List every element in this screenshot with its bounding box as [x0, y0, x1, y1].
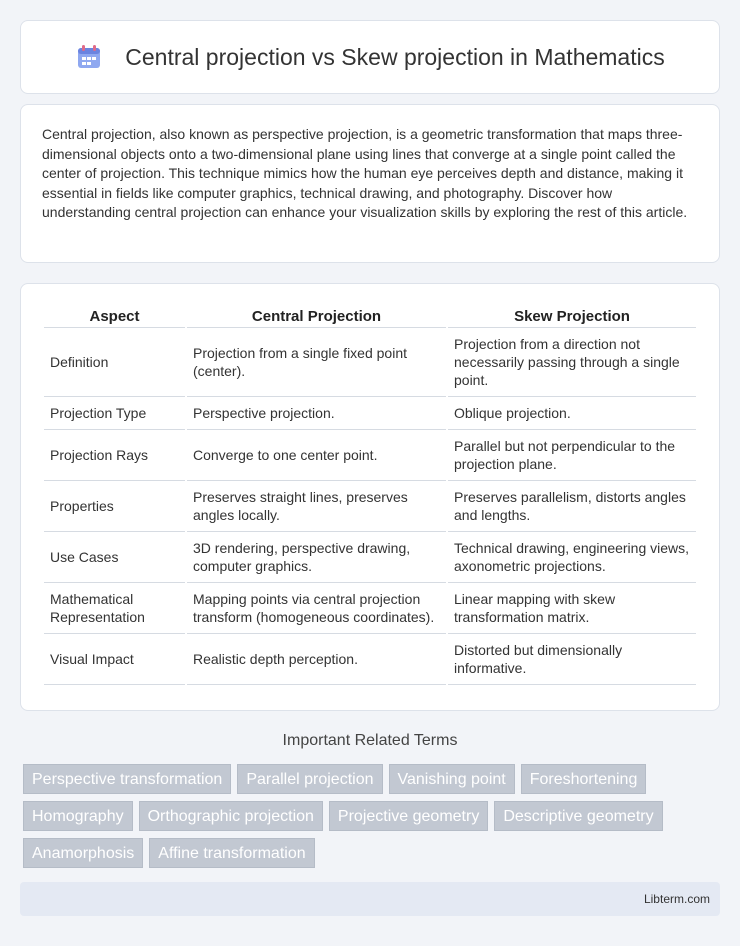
comparison-card: [20, 283, 720, 711]
related-term-tag[interactable]: Foreshortening: [521, 764, 647, 794]
related-terms-list: [23, 764, 723, 868]
table-row: [44, 481, 696, 532]
table-cell: Perspective projection.: [187, 397, 446, 430]
table-cell: Projection from a single fixed point (center).: [187, 328, 446, 397]
related-term-tag[interactable]: Affine transformation: [149, 838, 314, 868]
table-row: [44, 532, 696, 583]
related-term-tag[interactable]: Projective geometry: [329, 801, 488, 831]
table-cell: Properties: [44, 481, 185, 532]
table-cell: Definition: [44, 328, 185, 397]
table-cell: Oblique projection.: [448, 397, 696, 430]
table-row: [44, 328, 696, 397]
intro-card: [20, 104, 720, 263]
table-row: [44, 397, 696, 430]
table-cell: Projection from a direction not necessarily passing through a single point.: [448, 328, 696, 397]
column-header: Aspect: [44, 304, 185, 328]
table-row: [44, 634, 696, 685]
table-cell: 3D rendering, perspective drawing, computer graphics.: [187, 532, 446, 583]
column-header: Central Projection: [187, 304, 446, 328]
table-row: [44, 583, 696, 634]
related-term-tag[interactable]: Perspective transformation: [23, 764, 231, 794]
table-cell: Preserves straight lines, preserves angles locally.: [187, 481, 446, 532]
calendar-icon: [75, 43, 103, 71]
related-term-tag[interactable]: Anamorphosis: [23, 838, 143, 868]
table-cell: Converge to one center point.: [187, 430, 446, 481]
header-card: [20, 20, 720, 94]
table-cell: Visual Impact: [44, 634, 185, 685]
table-cell: Realistic depth perception.: [187, 634, 446, 685]
table-cell: Distorted but dimensionally informative.: [448, 634, 696, 685]
table-cell: Mathematical Representation: [44, 583, 185, 634]
related-term-tag[interactable]: Vanishing point: [389, 764, 515, 794]
related-term-tag[interactable]: Orthographic projection: [139, 801, 323, 831]
column-header: Skew Projection: [448, 304, 696, 328]
table-cell: Projection Rays: [44, 430, 185, 481]
table-cell: Use Cases: [44, 532, 185, 583]
intro-text: Central projection, also known as perspective projection, is a geometric transformation that maps three-dimensional objects onto a two-dimensional plane using lines that converge at a single point called the center of projection. This technique mimics how the human eye perceives depth and distance, making it essential in fields like computer graphics, technical drawing, and photography. Discover how understanding central projection can enhance your visualization skills by exploring the rest of this article.: [42, 126, 688, 220]
table-row: [44, 430, 696, 481]
footer-site-link[interactable]: Libterm.com: [643, 892, 710, 906]
related-terms-title: Important Related Terms: [282, 732, 458, 749]
page-title: Central projection vs Skew projection in Mathematics: [125, 43, 665, 70]
related-term-tag[interactable]: Homography: [23, 801, 133, 831]
table-cell: Preserves parallelism, distorts angles and lengths.: [448, 481, 696, 532]
table-cell: Projection Type: [44, 397, 185, 430]
table-cell: Linear mapping with skew transformation matrix.: [448, 583, 696, 634]
table-cell: Parallel but not perpendicular to the projection plane.: [448, 430, 696, 481]
related-term-tag[interactable]: Parallel projection: [237, 764, 382, 794]
comparison-table: [42, 304, 698, 685]
related-term-tag[interactable]: Descriptive geometry: [494, 801, 662, 831]
table-cell: Technical drawing, engineering views, axonometric projections.: [448, 532, 696, 583]
table-header-row: [44, 304, 696, 328]
table-cell: Mapping points via central projection transform (homogeneous coordinates).: [187, 583, 446, 634]
footer: [20, 882, 720, 916]
